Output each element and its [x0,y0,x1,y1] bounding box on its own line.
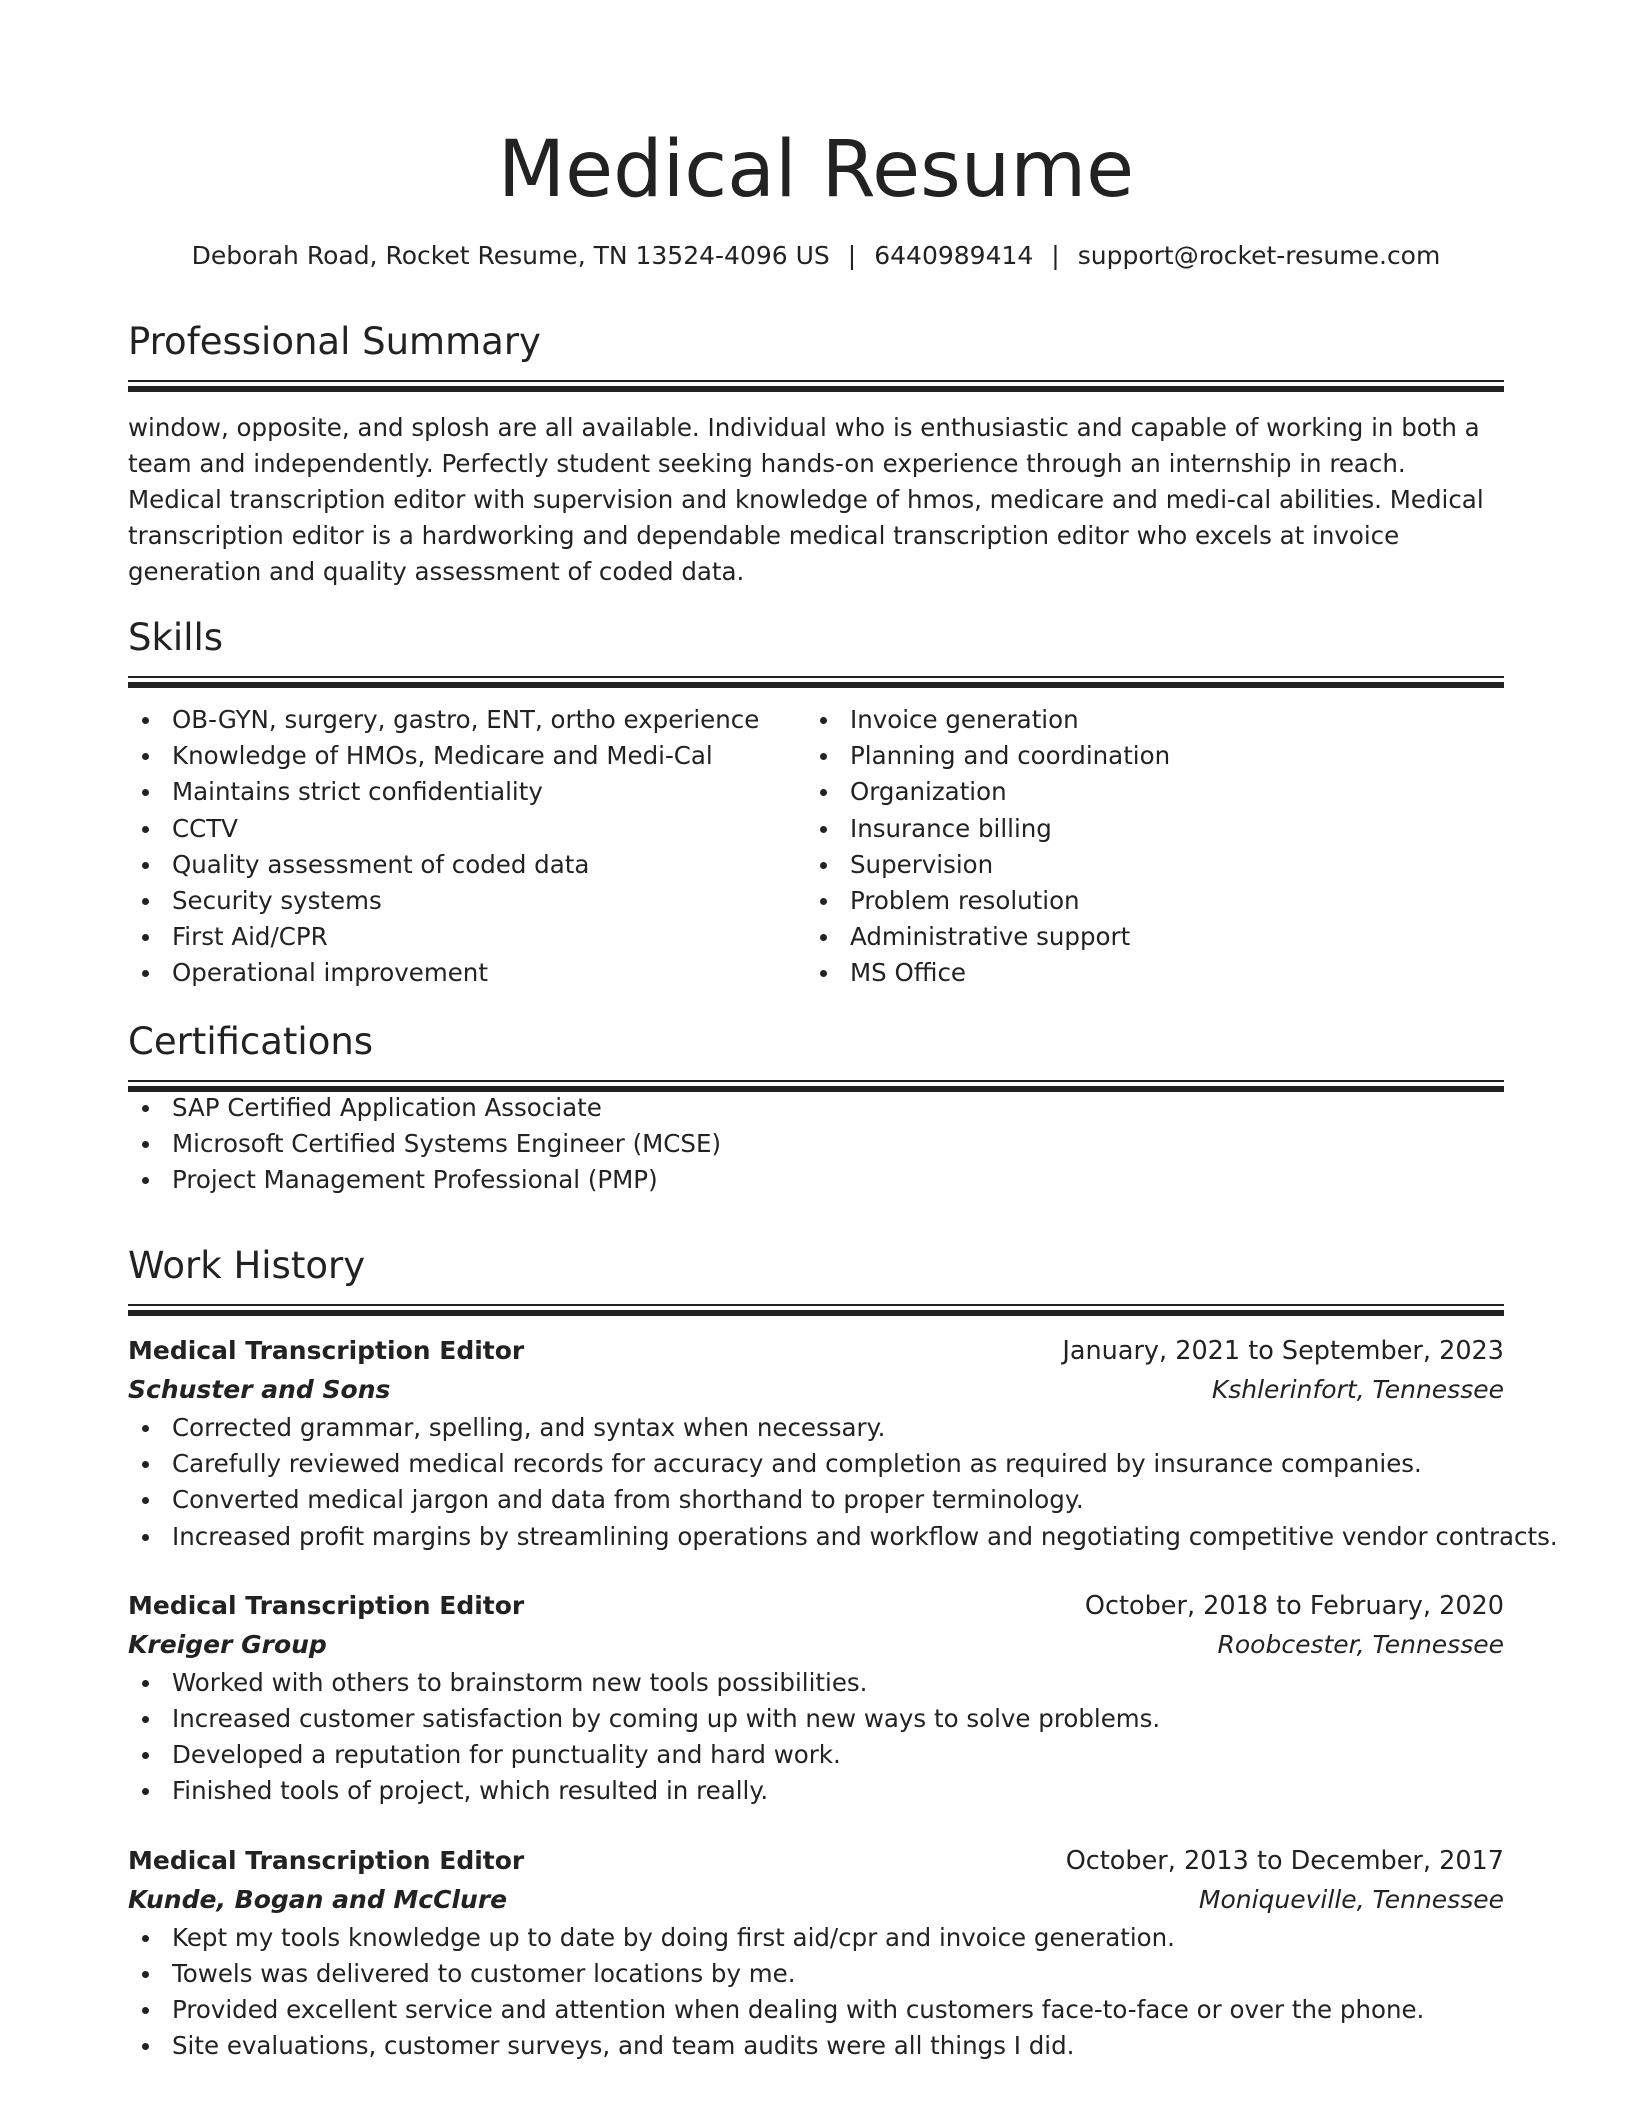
skills-list-right [806,702,1484,992]
skill-item: MS Office [806,955,1484,991]
summary-section [128,318,1504,590]
skills-section [128,614,1504,992]
work-history-section [128,1242,1558,2064]
job-company-row [128,1370,1504,1410]
contact-separator: | [1051,241,1060,270]
skill-item: Planning and coordination [806,738,1484,774]
job-duty-item: Increased customer satisfaction by coming up with new ways to solve problems. [128,1701,1504,1737]
job-entry [128,1587,1504,1810]
job-duty-item: Increased profit margins by streamlining operations and workflow and negotiating competitive vendor contracts. [128,1519,1504,1555]
skills-column-left [128,702,806,992]
skills-column-right [806,702,1484,992]
contact-line [128,238,1504,274]
skill-item: Knowledge of HMOs, Medicare and Medi-Cal [128,738,806,774]
section-title-summary: Professional Summary [128,320,541,363]
skills-list-left [128,702,806,992]
skill-item: Security systems [128,883,806,919]
job-header-row [128,1587,1504,1625]
section-divider [128,1080,1504,1090]
job-duty-item: Finished tools of project, which resulted in really. [128,1773,1504,1809]
skills-columns [128,702,1504,992]
job-duty-item: Converted medical jargon and data from shorthand to proper terminology. [128,1482,1504,1518]
job-location: Kshlerinfort, Tennessee [1211,1375,1504,1404]
job-company: Kunde, Bogan and McClure [128,1884,508,1914]
section-divider [128,1304,1504,1314]
contact-email[interactable]: support@rocket-resume.com [1077,241,1441,270]
section-title-certifications: Certifications [128,1020,374,1063]
skill-item: Supervision [806,847,1484,883]
job-duty-item: Provided excellent service and attention when dealing with customers face-to-face or over the phone. [128,1992,1504,2028]
contact-phone[interactable]: 6440989414 [874,241,1034,270]
certifications-section [128,1018,1504,1199]
certification-item: Project Management Professional (PMP) [128,1162,1504,1198]
skill-item: Operational improvement [128,955,806,991]
certifications-list [128,1090,1504,1199]
job-duty-item: Worked with others to brainstorm new tools possibilities. [128,1665,1504,1701]
job-entry [128,1332,1558,1555]
job-company-row [128,1625,1504,1665]
certification-item: Microsoft Certified Systems Engineer (MCSE) [128,1126,1504,1162]
skill-item: Problem resolution [806,883,1484,919]
job-company-row [128,1880,1504,1920]
contact-separator: | [847,241,857,270]
job-entry [128,1842,1504,2065]
job-duties-list [128,1920,1504,2065]
job-location: Roobcester, Tennessee [1217,1629,1504,1659]
resume-name: Medical Resume [497,125,1135,215]
section-divider [128,380,1504,390]
job-duty-item: Corrected grammar, spelling, and syntax when necessary. [128,1410,1504,1446]
job-duty-item: Developed a reputation for punctuality and hard work. [128,1737,1504,1773]
job-duty-item: Kept my tools knowledge up to date by doing first aid/cpr and invoice generation. [128,1920,1504,1956]
contact-address: Deborah Road, Rocket Resume, TN 13524-4096 US [191,241,830,270]
job-duty-item: Site evaluations, customer surveys, and team audits were all things I did. [128,2028,1504,2064]
section-title-skills: Skills [128,616,224,659]
job-location: Moniqueville, Tennessee [1198,1884,1504,1914]
job-title: Medical Transcription Editor [128,1590,525,1620]
certification-item: SAP Certified Application Associate [128,1090,1504,1126]
job-dates: October, 2013 to December, 2017 [1065,1845,1504,1876]
skill-item: Organization [806,774,1484,810]
job-duty-item: Towels was delivered to customer locations by me. [128,1956,1504,1992]
section-divider [128,676,1504,686]
skill-item: Quality assessment of coded data [128,847,806,883]
job-header-row [128,1842,1504,1880]
job-title: Medical Transcription Editor [128,1336,525,1365]
resume-page [128,0,1558,2061]
job-dates: October, 2018 to February, 2020 [1084,1590,1504,1621]
job-title: Medical Transcription Editor [128,1845,525,1875]
skill-item: OB-GYN, surgery, gastro, ENT, ortho experience [128,702,806,738]
job-dates: January, 2021 to September, 2023 [1062,1336,1504,1366]
job-duty-item: Carefully reviewed medical records for accuracy and completion as required by insurance companies. [128,1446,1504,1482]
skill-item: Maintains strict confidentiality [128,774,806,810]
summary-text: window, opposite, and splosh are all available. Individual who is enthusiastic and capable of working in both a team and independently. Perfectly student seeking hands-on experience through an internship in reach. Medical transcription editor with supervision and knowledge of hmos, medicare and medi-cal abilities. Medical transcription editor is a hardworking and dependable medical transcription editor who excels at invoice generation and quality assessment of coded data. [128,413,1484,586]
skill-item: First Aid/CPR [128,919,806,955]
job-company: Schuster and Sons [128,1375,391,1404]
skill-item: CCTV [128,811,806,847]
job-company: Kreiger Group [128,1629,327,1659]
skill-item: Invoice generation [806,702,1484,738]
job-duties-list [128,1410,1558,1555]
skill-item: Administrative support [806,919,1484,955]
job-duties-list [128,1665,1504,1810]
job-header-row [128,1332,1504,1370]
section-title-work-history: Work History [128,1244,366,1287]
skill-item: Insurance billing [806,811,1484,847]
